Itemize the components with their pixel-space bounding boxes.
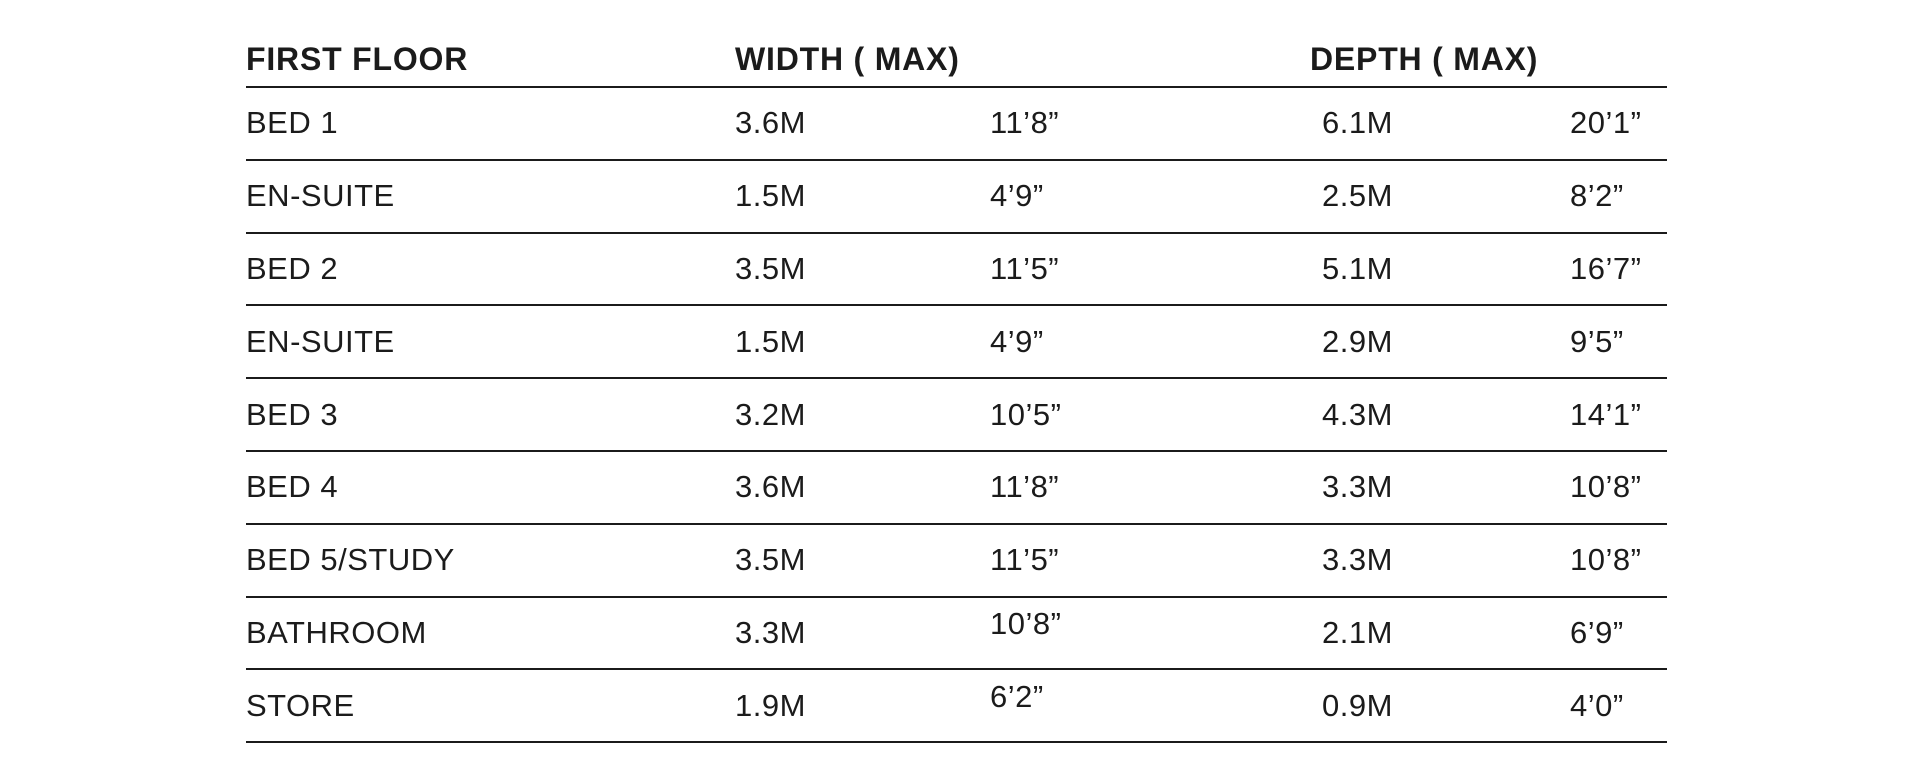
table-row: [246, 88, 1667, 161]
width-m-cell: 3.3M: [735, 614, 806, 650]
depth-ft-cell: 16’7”: [1570, 250, 1642, 286]
width-m-cell: 3.6M: [735, 105, 806, 141]
width-ft-cell: 11’5”: [990, 250, 1060, 286]
room-name-cell: BED 3: [246, 396, 339, 432]
width-ft-cell: 4’9”: [990, 178, 1044, 214]
depth-ft-cell: 20’1”: [1570, 105, 1642, 141]
room-dimensions-table: [246, 28, 1667, 743]
width-ft-cell: 11’8”: [990, 469, 1060, 505]
table-row: [246, 234, 1667, 307]
depth-ft-cell: 10’8”: [1570, 542, 1642, 578]
depth-ft-cell: 9’5”: [1570, 323, 1624, 359]
width-ft-cell: 10’5”: [990, 396, 1062, 432]
width-m-cell: 1.9M: [735, 687, 806, 723]
width-m-cell: 3.5M: [735, 542, 806, 578]
room-name-cell: EN-SUITE: [246, 178, 395, 214]
depth-m-cell: 2.5M: [1322, 178, 1393, 214]
depth-m-cell: 2.1M: [1322, 614, 1393, 650]
table-row: [246, 161, 1667, 234]
table-row: [246, 670, 1667, 743]
depth-m-cell: 3.3M: [1322, 469, 1393, 505]
width-ft-cell: 10’8”: [990, 605, 1062, 641]
width-m-cell: 1.5M: [735, 178, 806, 214]
table-header-row: [246, 28, 1667, 88]
depth-m-cell: 6.1M: [1322, 105, 1393, 141]
room-name-cell: STORE: [246, 687, 355, 723]
width-m-cell: 3.5M: [735, 250, 806, 286]
width-ft-cell: 4’9”: [990, 323, 1044, 359]
room-name-cell: BED 5/STUDY: [246, 542, 455, 578]
depth-ft-cell: 14’1”: [1570, 396, 1642, 432]
depth-ft-cell: 4’0”: [1570, 687, 1624, 723]
table-row: [246, 306, 1667, 379]
header-depth-max: DEPTH ( MAX): [1310, 41, 1539, 77]
depth-m-cell: 3.3M: [1322, 542, 1393, 578]
width-m-cell: 3.6M: [735, 469, 806, 505]
table-row: [246, 379, 1667, 452]
depth-ft-cell: 6’9”: [1570, 614, 1624, 650]
depth-ft-cell: 10’8”: [1570, 469, 1642, 505]
width-ft-cell: 11’5”: [990, 542, 1060, 578]
header-width-max: WIDTH ( MAX): [735, 41, 960, 77]
depth-m-cell: 5.1M: [1322, 250, 1393, 286]
width-m-cell: 1.5M: [735, 323, 806, 359]
width-m-cell: 3.2M: [735, 396, 806, 432]
depth-m-cell: 0.9M: [1322, 687, 1393, 723]
room-name-cell: BATHROOM: [246, 614, 427, 650]
table-row: [246, 598, 1667, 671]
width-ft-cell: 6’2”: [990, 678, 1044, 714]
depth-m-cell: 2.9M: [1322, 323, 1393, 359]
depth-m-cell: 4.3M: [1322, 396, 1393, 432]
room-name-cell: BED 1: [246, 105, 339, 141]
header-section: FIRST FLOOR: [246, 41, 469, 77]
room-name-cell: BED 4: [246, 469, 339, 505]
table-row: [246, 525, 1667, 598]
room-name-cell: BED 2: [246, 250, 339, 286]
room-name-cell: EN-SUITE: [246, 323, 395, 359]
width-ft-cell: 11’8”: [990, 105, 1060, 141]
depth-ft-cell: 8’2”: [1570, 178, 1624, 214]
table-row: [246, 452, 1667, 525]
